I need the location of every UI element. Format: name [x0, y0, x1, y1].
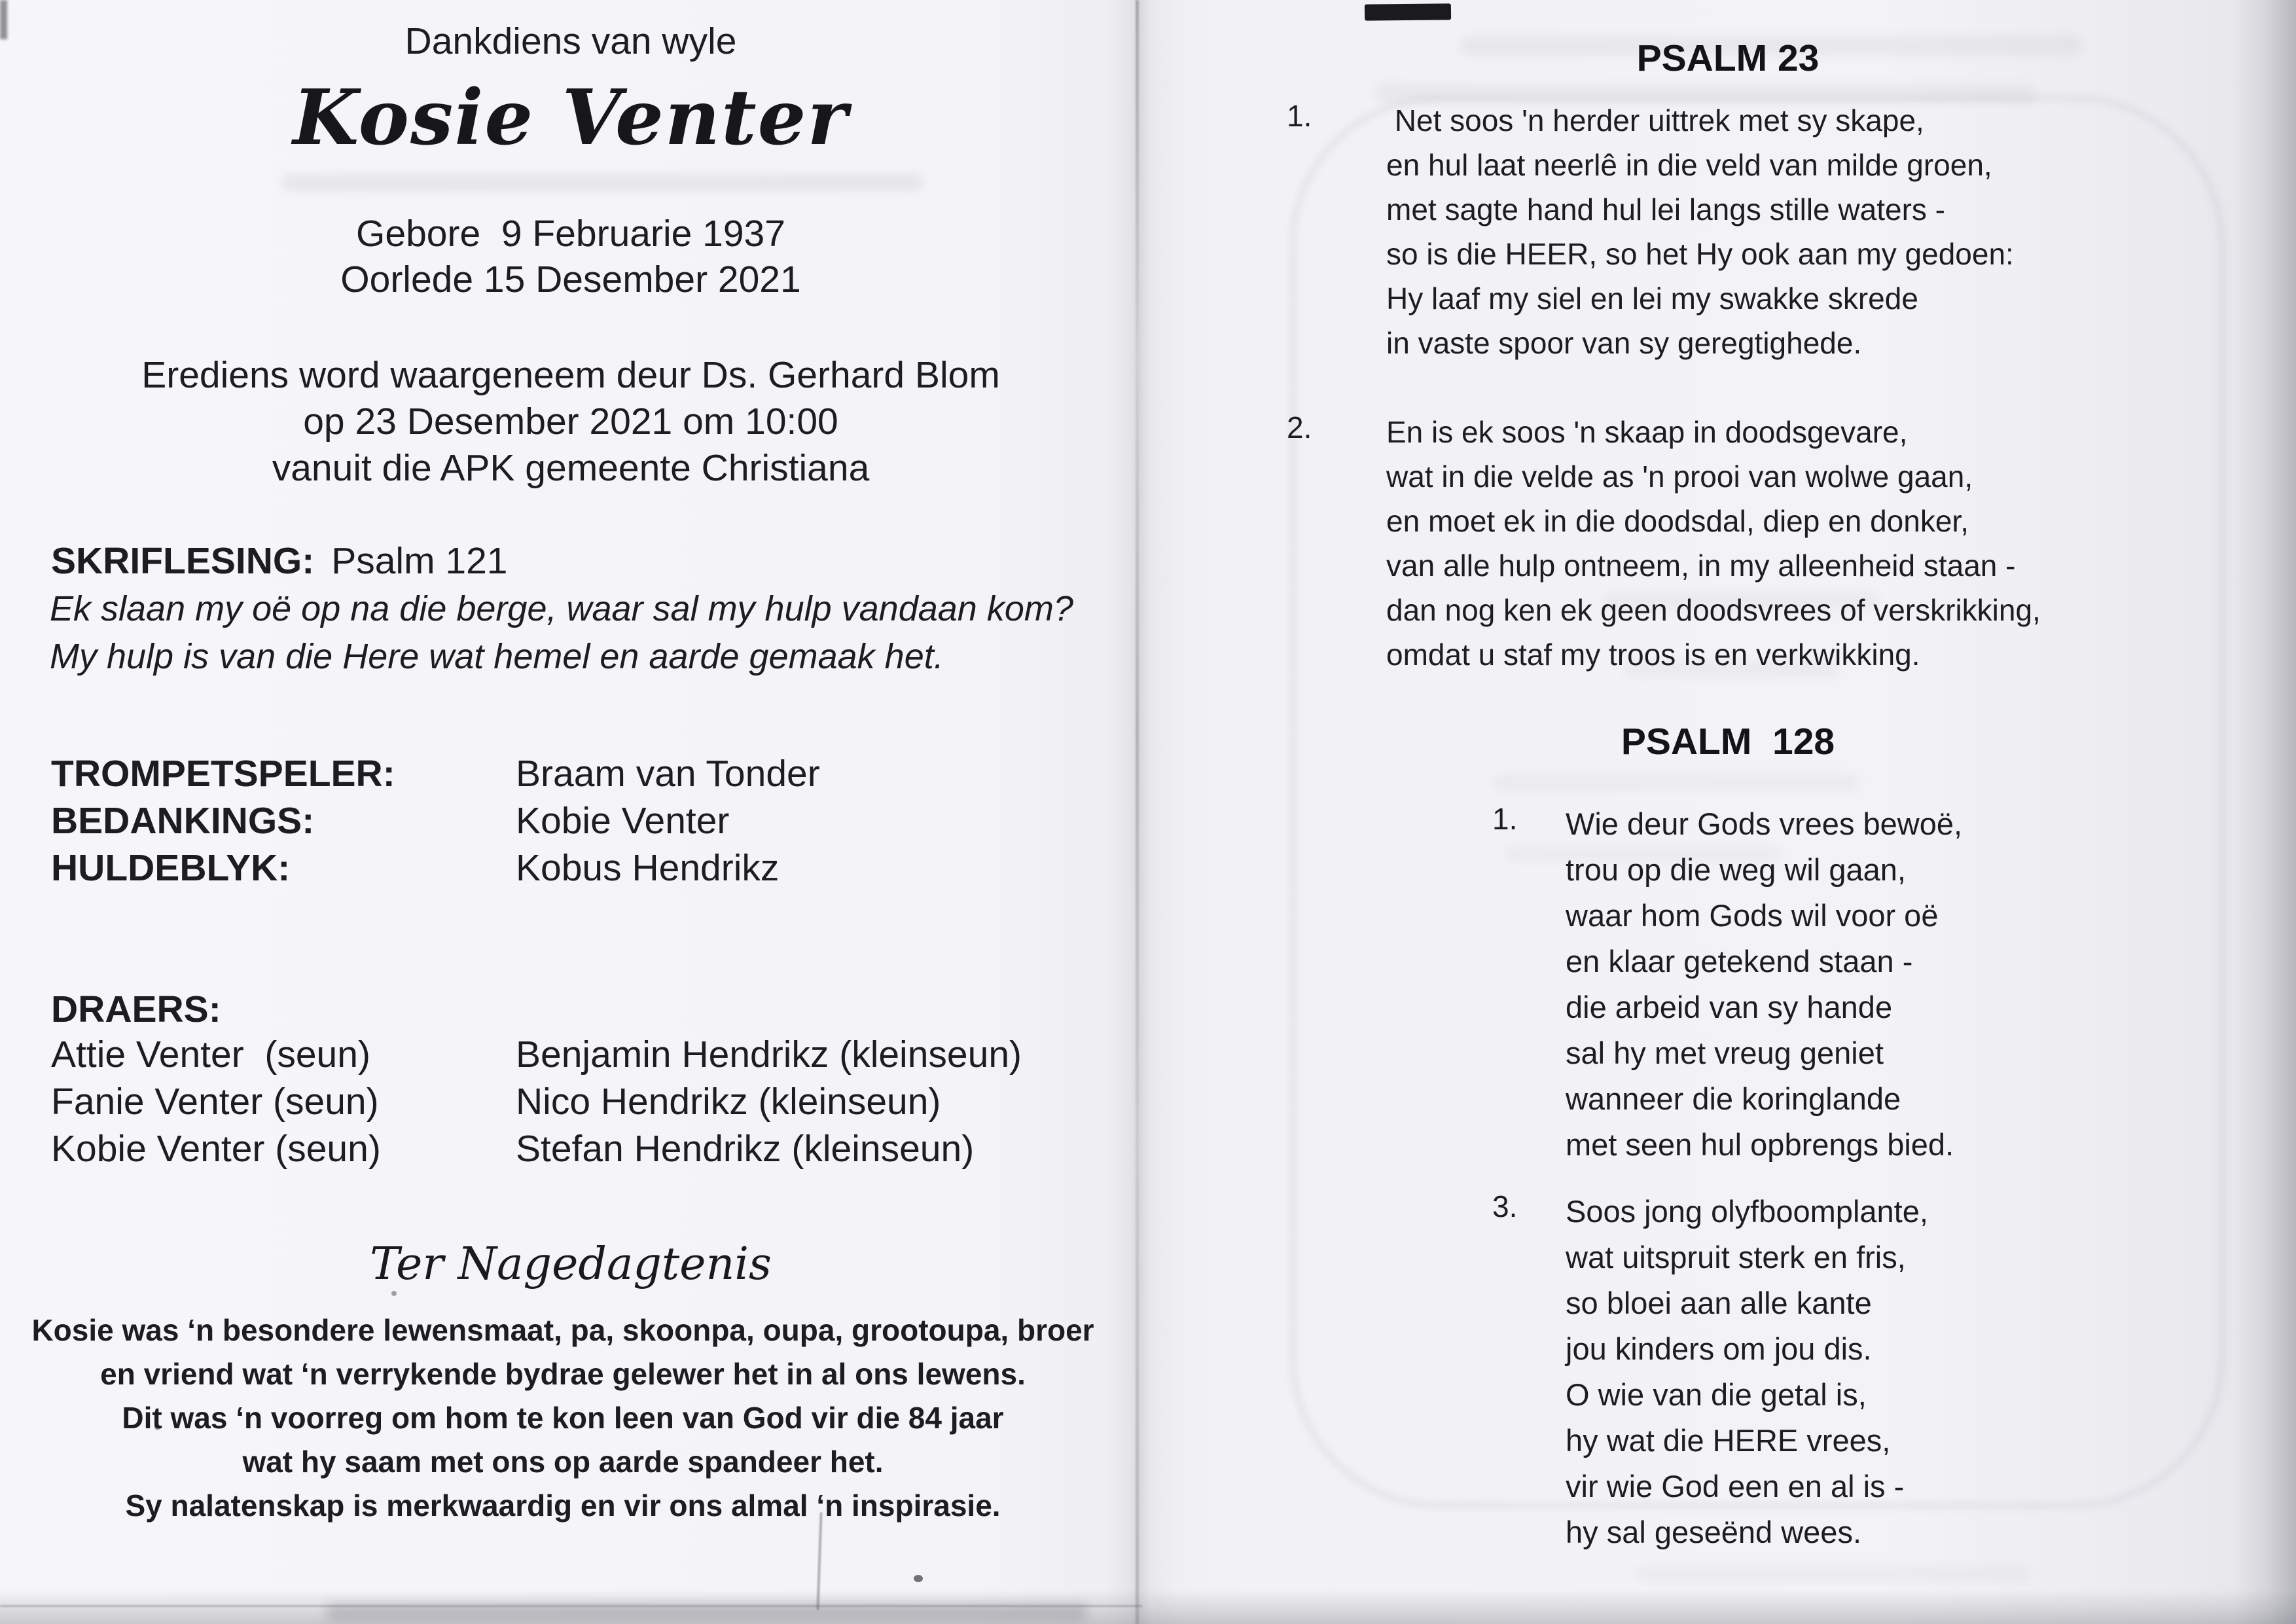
verse-line: met seen hul opbrengs bied.	[1566, 1127, 1954, 1162]
verse-line: sal hy met vreug geniet	[1566, 1036, 1884, 1070]
psalm-23-verse-1	[1287, 98, 2269, 365]
pallbearers-list	[51, 1033, 1124, 1174]
verse-line: wanneer die koringlande	[1566, 1081, 1901, 1116]
verse-line: die arbeid van sy hande	[1566, 990, 1893, 1024]
pallbearer-row	[51, 1033, 1124, 1080]
service-details	[14, 352, 1127, 492]
skriflesing-value: Psalm 121	[331, 540, 508, 582]
verse-line: en klaar getekend staan -	[1566, 944, 1913, 979]
verse-number: 2.	[1287, 410, 1312, 444]
verse-line: waar hom Gods wil voor oë	[1566, 898, 1939, 933]
verse-line: en hul laat neerlê in die veld van milde groen,	[1386, 148, 1992, 182]
pallbearer-row	[51, 1080, 1124, 1127]
verse-line: dan nog ken ek geen doodsvrees of verskrikking,	[1386, 593, 2041, 627]
life-dates	[14, 211, 1127, 302]
pallbearer-row	[51, 1127, 1124, 1174]
scripture-line: My hulp is van die Here wat hemel en aarde gemaak het.	[50, 637, 944, 676]
verse-line: Hy laaf my siel en lei my swakke skrede	[1386, 281, 1918, 316]
verse-line: vir wie God een en al is -	[1566, 1469, 1905, 1504]
psalm-128-verse-1	[1492, 801, 2296, 1168]
memorial-line: Sy nalatenskap is merkwaardig en vir ons almal ‘n inspirasie.	[125, 1489, 1001, 1523]
service-line: op 23 Desember 2021 om 10:00	[303, 401, 838, 442]
verse-line: omdat u staf my troos is en verkwikking.	[1386, 638, 1920, 672]
verse-line: wat in die velde as 'n prooi van wolwe gaan,	[1386, 460, 1973, 494]
service-line: Erediens word waargeneem deur Ds. Gerhard Blom	[141, 354, 1000, 396]
verse-line: in vaste spoor van sy geregtighede.	[1386, 326, 1862, 360]
verse-line: wat uitspruit sterk en fris,	[1566, 1240, 1906, 1274]
psalm-128-verse-3	[1492, 1189, 2296, 1555]
role-row	[51, 846, 1098, 893]
memorial-heading: Ter Nagedagtenis	[370, 1238, 772, 1290]
role-row	[51, 799, 1098, 846]
service-line: vanuit die APK gemeente Christiana	[272, 447, 870, 489]
bleed-through-ghost	[281, 174, 923, 191]
pallbearers-heading: DRAERS:	[51, 988, 221, 1030]
memorial-line: en vriend wat ‘n verrykende bydrae gelewer het in al ons lewens.	[100, 1357, 1026, 1391]
verse-number: 1.	[1492, 802, 1518, 836]
paper-bottom-edge-line	[0, 1605, 1142, 1607]
verse-line: jou kinders om jou dis.	[1566, 1331, 1872, 1366]
scan-speck	[391, 1291, 397, 1296]
role-value: Braam van Tonder	[516, 753, 820, 795]
pallbearer-right: Stefan Hendrikz (kleinseun)	[516, 1128, 975, 1170]
role-value: Kobus Hendrikz	[516, 847, 780, 889]
verse-line: so is die HEER, so het Hy ook aan my gedoen:	[1386, 237, 2014, 271]
scan-artifact-corner-mark	[0, 0, 7, 39]
verse-line: van alle hulp ontneem, in my alleenheid staan -	[1386, 549, 2016, 583]
verse-line: Wie deur Gods vrees bewoë,	[1566, 806, 1963, 841]
verse-line: Net soos 'n herder uittrek met sy skape,	[1386, 103, 1924, 137]
verse-line: trou op die weg wil gaan,	[1566, 852, 1906, 887]
scripture-quote	[50, 585, 1073, 681]
center-fold-crease	[1136, 0, 1139, 1624]
skriflesing-label: SKRIFLESING:	[51, 540, 315, 582]
scan-artifact-top-mark	[1365, 3, 1451, 20]
memorial-line: wat hy saam met ons op aarde spandeer het.	[242, 1445, 884, 1479]
service-roles	[51, 752, 1098, 893]
bleed-through-ghost	[1492, 774, 1859, 791]
role-value: Kobie Venter	[516, 800, 730, 842]
memorial-line: Kosie was ‘n besondere lewensmaat, pa, skoonpa, oupa, grootoupa, broer	[31, 1313, 1094, 1347]
bleed-through-ghost	[1636, 1566, 2029, 1581]
deceased-name: Kosie Venter	[293, 73, 849, 162]
verse-line: hy wat die HERE vrees,	[1566, 1423, 1891, 1458]
role-label: TROMPETSPELER:	[51, 753, 395, 795]
verse-number: 3.	[1492, 1189, 1518, 1223]
pallbearer-left: Attie Venter (seun)	[51, 1034, 370, 1075]
verse-line: en moet ek in die doodsdal, diep en donker,	[1386, 504, 1969, 538]
memorial-line: Dit was ‘n voorreg om hom te kon leen van God vir die 84 jaar	[122, 1401, 1004, 1435]
role-label: BEDANKINGS:	[51, 800, 315, 842]
pallbearer-left: Fanie Venter (seun)	[51, 1081, 379, 1123]
scripture-reading-heading	[51, 539, 508, 583]
role-row	[51, 752, 1098, 799]
memorial-paragraph	[23, 1308, 1103, 1528]
scripture-line: Ek slaan my oë op na die berge, waar sal my hulp vandaan kom?	[50, 589, 1073, 628]
verse-line: O wie van die getal is,	[1566, 1377, 1867, 1412]
verse-number: 1.	[1287, 99, 1312, 133]
verse-line: En is ek soos 'n skaap in doodsgevare,	[1386, 415, 1908, 449]
pallbearer-right: Benjamin Hendrikz (kleinseun)	[516, 1034, 1022, 1075]
verse-line: met sagte hand hul lei langs stille waters -	[1386, 192, 1945, 226]
psalm-128-heading: PSALM 128	[1621, 721, 1835, 763]
verse-line: Soos jong olyfboomplante,	[1566, 1194, 1928, 1229]
psalm-23-verse-2	[1287, 410, 2269, 677]
pallbearer-right: Nico Hendrikz (kleinseun)	[516, 1081, 941, 1123]
died-line: Oorlede 15 Desember 2021	[340, 259, 801, 300]
scan-speck	[914, 1575, 923, 1582]
role-label: HULDEBLYK:	[51, 847, 291, 889]
verse-line: hy sal geseënd wees.	[1566, 1515, 1862, 1549]
born-line: Gebore 9 Februarie 1937	[356, 213, 785, 255]
program-header: Dankdiens van wyle	[404, 20, 737, 62]
psalm-23-heading: PSALM 23	[1636, 37, 1820, 79]
verse-line: so bloei aan alle kante	[1566, 1286, 1872, 1320]
pallbearer-left: Kobie Venter (seun)	[51, 1128, 381, 1170]
